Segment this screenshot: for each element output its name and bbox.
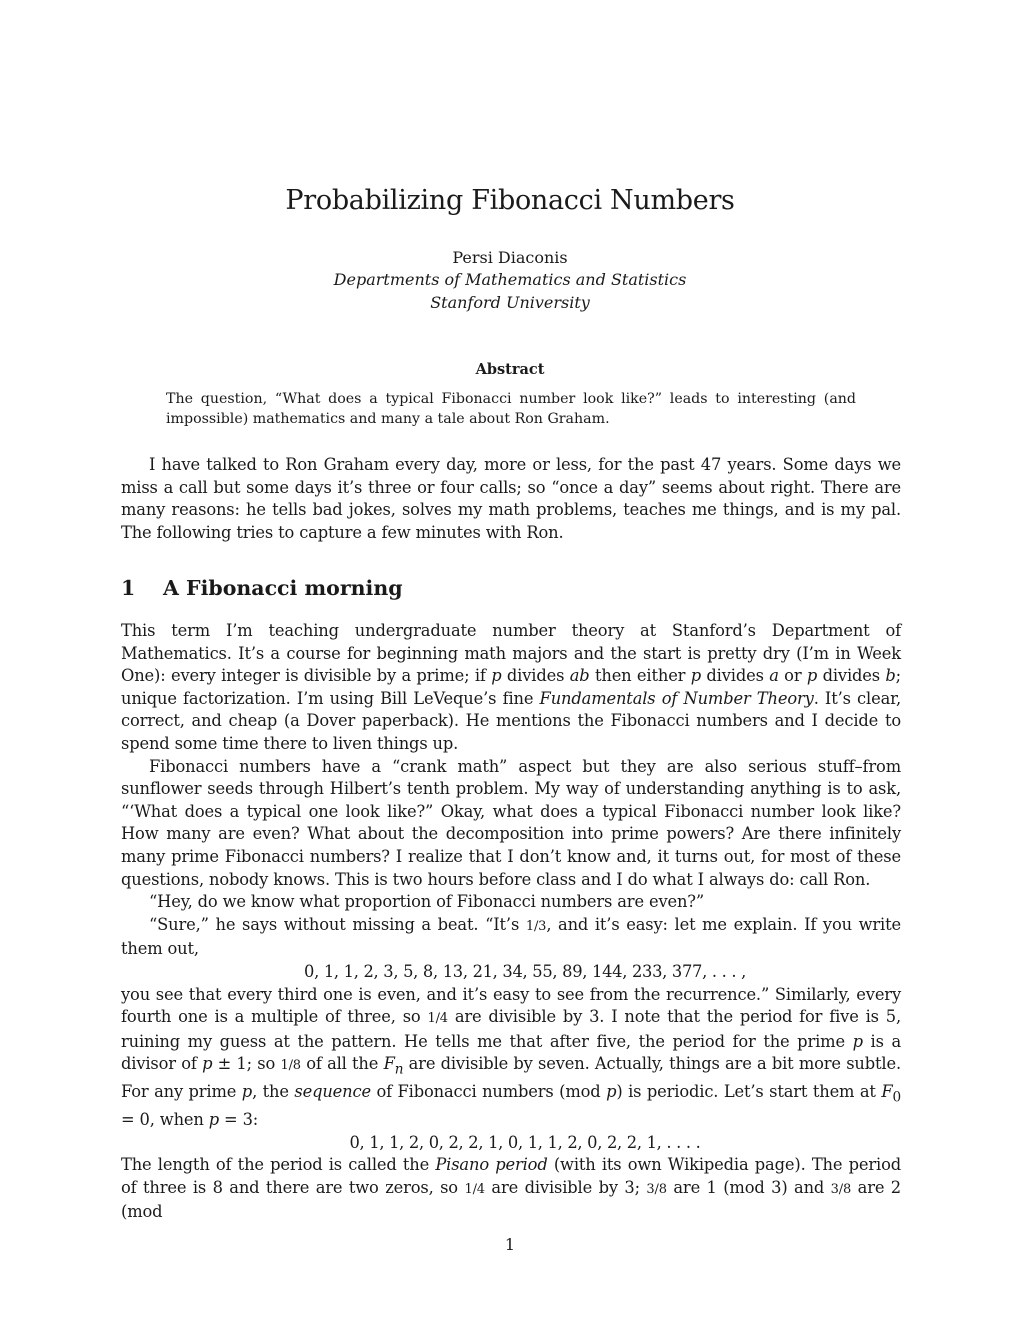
mod-three-sequence-display: 0, 1, 1, 2, 0, 2, 2, 1, 0, 1, 1, 2, 0, 2, 2, 1, . . . .: [349, 1132, 701, 1152]
book-title: Fundamentals of Number Theory: [539, 688, 814, 708]
page-number: 1: [504, 1235, 516, 1254]
section-title: A Fibonacci morning: [163, 576, 403, 600]
paragraph-question: “Hey, do we know what proportion of Fibonacci numbers are even?”: [149, 892, 705, 912]
affiliation-department: Departments of Mathematics and Statistics: [333, 270, 687, 289]
paper-title: Probabilizing Fibonacci Numbers: [285, 185, 735, 216]
abstract-heading: Abstract: [475, 361, 545, 378]
fibonacci-sequence-display: 0, 1, 1, 2, 3, 5, 8, 13, 21, 34, 55, 89, 144, 233, 377, . . . ,: [304, 961, 746, 981]
author-name: Persi Diaconis: [452, 248, 568, 267]
paragraph-course: This term I’m teaching undergraduate number theory at Stanford’s Department of Mathematics. It’s a course for beginning math majors and the start is pretty dry (I’m in Week One): every integer is divisible by a prime; if p divides ab then either p divides a or p divides b; unique factorization. I’m using Bill LeVeque’s fine Fundamentals of Number Theory. It’s clear, correct, and cheap (a Dover paperback). He mentions the Fibonacci numbers and I decide to spend some time there to liven things up.: [121, 621, 902, 753]
fraction-one-third: 1/3: [525, 918, 547, 934]
intro-paragraph: I have talked to Ron Graham every day, more or less, for the past 47 years. Some days we miss a call but some days it’s three or four calls; so “once a day” seems about right. There are many reasons: he tells bad jokes, solves my math problems, teaches me things, and is my pal. The following tries to capture a few minutes with Ron.: [121, 455, 901, 542]
paragraph-periods: you see that every third one is even, and it’s easy to see from the recurrence.” Similarly, every fourth one is a multiple of three, so 1/4 are divisible by 3. I note that the period for five is 5, ruining my guess at the pattern. He tells me that after five, the period for the prime p is a divisor of p ± 1; so 1/8 of all the $F_n$ are divisible by seven. Actually, things are a bit more subtle. For any prime p, the sequence of Fibonacci numbers (mod p) is periodic. Let’s start them at $F_0 = 0$, when p = 3:: [121, 984, 902, 1129]
abstract-text: The question, “What does a typical Fibonacci number look like?” leads to interesting (and impossible) mathematics and many a tale about Ron Graham.: [166, 391, 856, 427]
paragraph-answer: “Sure,” he says without missing a beat. “It’s 1/3, and it’s easy: let me explain. If you write them out,: [121, 914, 901, 959]
affiliation-university: Stanford University: [430, 293, 590, 312]
section-number: 1: [121, 576, 136, 600]
paragraph-crank-math: Fibonacci numbers have a “crank math” aspect but they are also serious stuff–from sunflower seeds through Hilbert’s tenth problem. My way of understanding anything is to ask, “‘What does a typical one look like?” Okay, what does a typical Fibonacci number look like? How many are even? What about the decomposition into prime powers? Are there infinitely many prime Fibonacci numbers? I realize that I don’t know and, it turns out, for most of these questions, nobody knows. This is two hours before class and I do what I always do: call Ron.: [121, 756, 901, 889]
paragraph-pisano: The length of the period is called the Pisano period (with its own Wikipedia page). The period of three is 8 and there are two zeros, so 1/4 are divisible by 3; 3/8 are 1 (mod 3) and 3/8 are 2 (mod: [121, 1155, 902, 1222]
pisano-term: Pisano period: [435, 1155, 548, 1175]
section-heading: [121, 574, 901, 602]
section-body: [121, 620, 901, 1224]
intro-section: [121, 454, 901, 544]
